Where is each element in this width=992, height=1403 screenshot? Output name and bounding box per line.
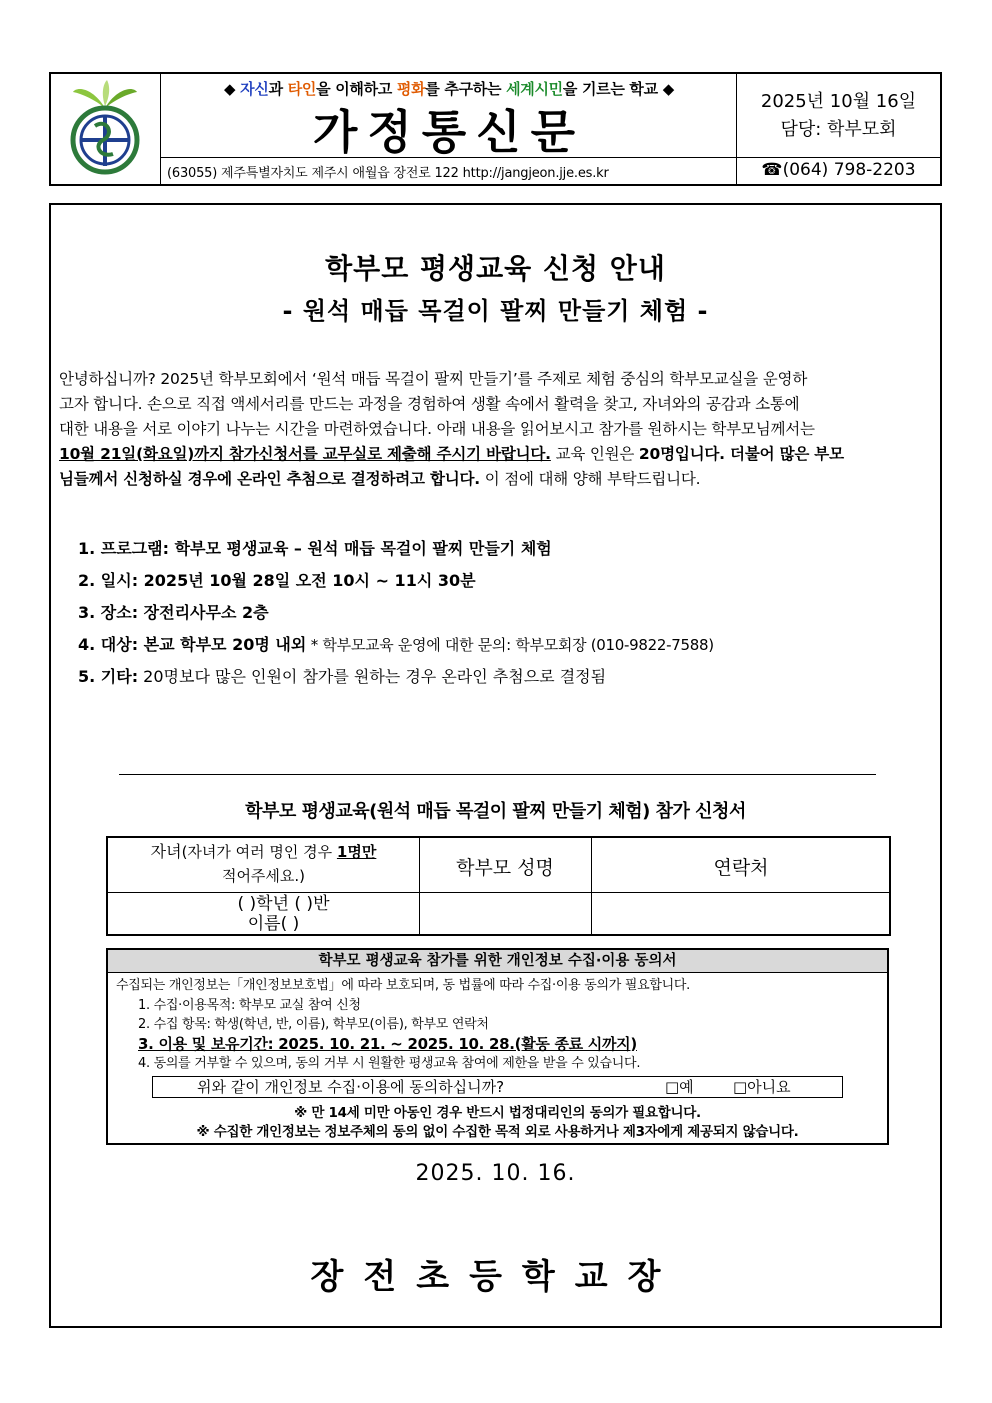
main-content xyxy=(49,203,942,1328)
privacy-consent-box xyxy=(106,948,889,1145)
agree-no-checkbox[interactable]: □아니요 xyxy=(733,1078,791,1096)
child-info-field[interactable] xyxy=(108,894,419,934)
motto-text: ◆ xyxy=(224,80,241,98)
child-column-header xyxy=(108,840,419,888)
retention-text: 3. 이용 및 보유기간: 2025. 10. 21. ~ 2025. 10. 28.(활동 종료 시까지) xyxy=(138,1034,637,1053)
deadline-text: 10월 21일(화요일)까지 참가신청서를 교무실로 제출해 주시기 바랍니다. xyxy=(59,445,551,463)
cut-line xyxy=(119,774,876,775)
guardian-note: ※ 만 14세 미만 아동인 경우 반드시 법정대리인의 동의가 필요합니다. xyxy=(294,1105,701,1121)
newsletter-header xyxy=(49,72,942,186)
address-cell xyxy=(161,158,737,184)
form-title: 학부모 평생교육(원석 매듭 목걸이 팔찌 만들기 체험) 참가 신청서 xyxy=(245,801,746,822)
motto-self: 자신 xyxy=(240,80,269,98)
principal-signature: 장전초등학교장 xyxy=(310,1257,681,1297)
motto-text: 를 추구하는 xyxy=(425,80,507,98)
agreement-question: 위와 같이 개인정보 수집·이용에 동의하십니까? xyxy=(197,1078,505,1096)
detail-item xyxy=(78,597,928,629)
intro-text: 교육 인원은 xyxy=(550,445,639,463)
newsletter-title: 가정통신문 xyxy=(312,105,586,159)
privacy-note: ※ 수집한 개인정보는 정보주체의 동의 없이 수집한 목적 외로 사용하거나 제3자에게 제공되지 않습니다. xyxy=(196,1124,799,1140)
detail-item xyxy=(78,533,928,565)
intro-text: 이 점에 대해 양해 부탁드립니다. xyxy=(479,470,701,488)
intro-line xyxy=(59,467,939,492)
child-header-note-bold: 1명만 xyxy=(336,843,377,861)
consent-line: 1. 수집·이용목적: 학부모 교실 참여 신청 xyxy=(138,997,361,1013)
tel-cell xyxy=(737,158,940,184)
detail-value: 학부모 평생교육 – 원석 매듭 목걸이 팔찌 만들기 체험 xyxy=(169,539,552,558)
agree-yes-checkbox[interactable]: □예 xyxy=(665,1078,694,1096)
logo-cell xyxy=(51,74,161,184)
detail-label: 3. 장소: xyxy=(78,603,139,622)
header-date-block xyxy=(737,88,940,144)
intro-line xyxy=(59,442,939,467)
grade-class-field[interactable]: ( )학년 ( )반 xyxy=(237,894,330,914)
intro-line: 안녕하십니까? 2025년 학부모회에서 ‘원석 매듭 목걸이 팔찌 만들기’를 주제로 체험 중심의 학부모교실을 운영하 xyxy=(59,370,808,388)
detail-item xyxy=(78,565,928,597)
manager-label: 담당: 학부모회 xyxy=(780,119,897,140)
consent-header: 학부모 평생교육 참가를 위한 개인정보 수집·이용 동의서 xyxy=(108,950,887,973)
inquiry-note: * 학부모교육 운영에 대한 문의: 학부모회장 (010-9822-7588) xyxy=(306,636,714,654)
consent-retention-line xyxy=(116,1035,886,1055)
consent-line: 2. 수집 항목: 학생(학년, 반, 이름), 학부모(이름), 학부모 연락처 xyxy=(138,1017,489,1032)
child-header-label: 자녀 xyxy=(150,842,182,861)
detail-label: 2. 일시: xyxy=(78,571,139,590)
detail-item xyxy=(78,661,928,693)
motto-text: 을 기르는 학교 ◆ xyxy=(562,80,674,98)
detail-value: 본교 학부모 20명 내외 xyxy=(138,635,307,654)
detail-value: 장전리사무소 2층 xyxy=(138,603,269,622)
consent-line: 수집되는 개인정보는「개인정보보호법」에 따라 보호되며, 동 법률에 따라 수집·이용 동의가 필요합니다. xyxy=(116,978,690,993)
motto-text: 을 이해하고 xyxy=(316,80,397,98)
issue-date-header: 2025년 10월 16일 xyxy=(760,91,917,112)
document-subtitle: - 원석 매듭 목걸이 팔찌 만들기 체험 - xyxy=(282,297,709,325)
intro-line: 고자 합니다. 손으로 직접 액세서리를 만드는 과정을 경험하여 생활 속에서 활력을 찾고, 자녀와의 공감과 소통에 xyxy=(59,395,800,413)
motto-citizen: 세계시민 xyxy=(506,80,563,98)
detail-label: 4. 대상: xyxy=(78,635,139,654)
issue-date: 2025. 10. 16. xyxy=(415,1161,576,1186)
school-phone: ☎(064) 798-2203 xyxy=(761,160,916,180)
parent-name-header: 학부모 성명 xyxy=(456,857,554,879)
detail-label: 1. 프로그램: xyxy=(78,539,170,558)
child-name-field[interactable]: 이름( ) xyxy=(247,914,300,934)
contact-field[interactable] xyxy=(592,893,891,934)
consent-line: 4. 동의를 거부할 수 있으며, 동의 거부 시 원활한 평생교육 참여에 제한을 받을 수 있습니다. xyxy=(138,1056,641,1071)
detail-value: 20명보다 많은 인원이 참가를 원하는 경우 온라인 추첨으로 결정됨 xyxy=(138,667,607,686)
program-details xyxy=(78,533,928,693)
school-emblem-icon xyxy=(55,78,155,178)
parent-name-field[interactable] xyxy=(420,893,590,934)
title-cell xyxy=(161,74,737,158)
contact-header: 연락처 xyxy=(713,857,769,879)
intro-paragraph xyxy=(59,367,939,492)
child-header-note: (자녀가 여러 명인 경우 xyxy=(181,843,337,861)
detail-value: 2025년 10월 28일 오전 10시 ~ 11시 30분 xyxy=(138,571,476,590)
intro-line: 대한 내용을 서로 이야기 나누는 시간을 마련하였습니다. 아래 내용을 읽어보시고 참가를 원하시는 학부모님께서는 xyxy=(59,420,815,438)
child-header-note: 적어주세요.) xyxy=(221,867,306,885)
agreement-row xyxy=(152,1076,843,1098)
capacity-text: 20명입니다. 더불어 많은 부모 xyxy=(638,445,844,463)
motto-peace: 평화 xyxy=(396,80,426,98)
motto-other: 타인 xyxy=(287,80,317,98)
motto-text: 과 xyxy=(268,80,288,98)
detail-item xyxy=(78,629,928,661)
application-form-table xyxy=(106,836,891,936)
lottery-text: 님들께서 신청하실 경우에 온라인 추첨으로 결정하려고 합니다. xyxy=(59,470,480,488)
consent-body xyxy=(116,976,886,1074)
document-title: 학부모 평생교육 신청 안내 xyxy=(325,252,666,285)
consent-notes xyxy=(108,1104,887,1142)
date-cell xyxy=(737,74,940,158)
school-address: (63055) 제주특별자치도 제주시 애월읍 장전로 122 http://jangjeon.jje.es.kr xyxy=(167,166,609,181)
detail-label: 5. 기타: xyxy=(78,667,139,686)
